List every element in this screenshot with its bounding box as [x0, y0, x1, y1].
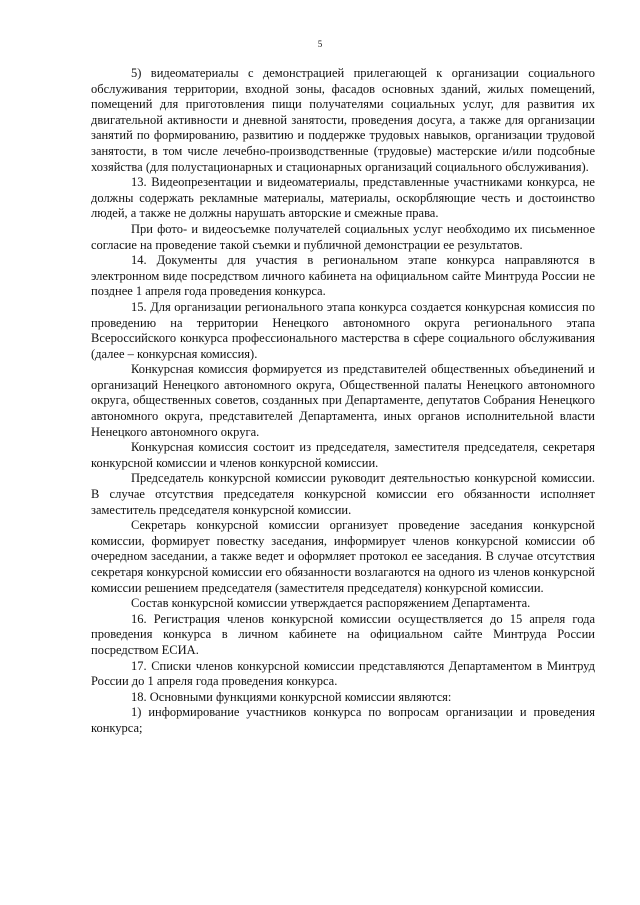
paragraph-14: 14. Документы для участия в региональном этапе конкурса направляются в электронном виде посредством личного кабинета на официальном сайте Минтруда России не позднее 1 апреля года проведения конкурса.: [91, 253, 595, 299]
paragraph-commission-composition: Конкурсная комиссия состоит из председателя, заместителя председателя, секретаря конкурсной комиссии и членов конкурсной комиссии.: [91, 440, 595, 470]
paragraph-chairman: Председатель конкурсной комиссии руководит деятельностью конкурсной комиссии. В случае отсутствия председателя конкурсной комиссии его обязанности исполняет заместитель председателя конкурсной комиссии.: [91, 471, 595, 517]
paragraph-18-item-1: 1) информирование участников конкурса по вопросам организации и проведения конкурса;: [91, 705, 595, 735]
paragraph-18: 18. Основными функциями конкурсной комиссии являются:: [131, 689, 452, 704]
paragraph-commission-formation: Конкурсная комиссия формируется из представителей общественных объединений и организаций Ненецкого автономного округа, Общественной палаты Ненецкого автономного округа, общественных советов, созданных при Департаменте, депутатов Собрания Ненецкого автономного округа, представителей Департамента, иных органов исполнительной власти Ненецкого автономного округа.: [91, 362, 595, 439]
paragraph-16: 16. Регистрация членов конкурсной комиссии осуществляется до 15 апреля года проведения конкурса в личном кабинете на официальном сайте Минтруда России посредством ЕСИА.: [91, 611, 595, 657]
document-body: [91, 66, 595, 737]
paragraph-photo-consent: При фото- и видеосъемке получателей социальных услуг необходимо их письменное согласие на проведение такой съемки и публичной демонстрации ее результатов.: [91, 221, 595, 252]
paragraph-item-5-videomaterials: 5) видеоматериалы с демонстрацией прилегающей к организации социального обслуживания территории, входной зоны, фасадов основных зданий, жилых помещений, помещений для приготовления пищи получателями социальных услуг, для развития их двигательной активности и дневной занятости, проведения досуга, а также для организации занятий по формированию, развитию и поддержке трудовых навыков, организации трудовой занятости, в том числе лечебно-производственные (трудовые) мастерские и/или подсобные хозяйства (для полустационарных и стационарных организаций социального обслуживания).: [91, 66, 595, 174]
paragraph-17: 17. Списки членов конкурсной комиссии представляются Департаментом в Минтруд России до 1 апреля года проведения конкурса.: [91, 658, 595, 689]
paragraph-approval: Состав конкурсной комиссии утверждается распоряжением Департамента.: [131, 596, 531, 611]
paragraph-13: 13. Видеопрезентации и видеоматериалы, представленные участниками конкурса, не должны содержать рекламные материалы, материалы, оскорбляющие честь и достоинство людей, а также не должны нарушать авторские и смежные права.: [91, 175, 595, 221]
paragraph-15: 15. Для организации регионального этапа конкурса создается конкурсная комиссия по проведению на территории Ненецкого автономного округа регионального этапа Всероссийского конкурса профессионального мастерства в сфере социального обслуживания (далее – конкурсная комиссия).: [91, 299, 595, 361]
paragraph-secretary: Секретарь конкурсной комиссии организует проведение заседания конкурсной комиссии, формирует повестку заседания, информирует членов конкурсной комиссии об очередном заседании, а также ведет и оформляет протокол ее заседания. В случае отсутствия секретаря конкурсной комиссии его обязанности возлагаются на одного из членов конкурсной комиссии решением председателя (заместителя председателя) конкурсной комиссии.: [91, 518, 595, 595]
page-number: 5: [317, 39, 323, 49]
